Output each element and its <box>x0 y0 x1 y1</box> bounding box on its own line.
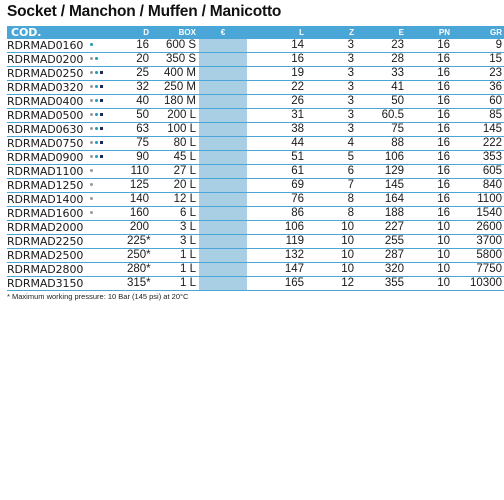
cell-pn: 16 <box>404 151 450 165</box>
cell-z: 10 <box>304 263 354 277</box>
cell-z: 4 <box>304 137 354 151</box>
cell-price <box>199 39 247 53</box>
cell-gr: 15 <box>450 53 504 67</box>
cell-gr: 7750 <box>450 263 504 277</box>
cell-code: RDRMAD0200 <box>7 53 86 67</box>
cell-price <box>199 95 247 109</box>
cell-e: 129 <box>354 165 404 179</box>
cell-pn: 16 <box>404 95 450 109</box>
cell-box: 350 S <box>149 53 199 67</box>
cell-gr: 9 <box>450 39 504 53</box>
cell-z: 10 <box>304 235 354 249</box>
cell-markers <box>86 109 127 123</box>
cell-code: RDRMAD2000 <box>7 221 86 235</box>
header-price: € <box>199 26 247 39</box>
cell-l: 22 <box>247 81 304 95</box>
cell-pn: 16 <box>404 207 450 221</box>
square-marker-icon <box>100 85 103 88</box>
cell-box: 6 L <box>149 207 199 221</box>
cell-code: RDRMAD0320 <box>7 81 86 95</box>
dot-marker-icon <box>90 71 93 74</box>
cell-markers <box>86 137 127 151</box>
dot-marker-icon <box>90 43 93 46</box>
cell-l: 44 <box>247 137 304 151</box>
cell-e: 287 <box>354 249 404 263</box>
cell-pn: 10 <box>404 235 450 249</box>
cell-z: 3 <box>304 109 354 123</box>
cell-markers <box>86 39 127 53</box>
cell-l: 106 <box>247 221 304 235</box>
table-body <box>7 39 504 291</box>
cell-e: 88 <box>354 137 404 151</box>
table-row <box>7 263 504 277</box>
cell-d: 280* <box>127 263 151 275</box>
header-d: D <box>127 26 149 39</box>
cell-pn: 16 <box>404 137 450 151</box>
cell-box: 80 L <box>149 137 199 151</box>
cell-code: RDRMAD3150 <box>7 277 86 291</box>
cell-markers <box>86 95 127 109</box>
table-row <box>7 67 504 81</box>
header-code: COD. <box>7 26 86 39</box>
cell-d: 75 <box>127 137 149 151</box>
cell-pn: 16 <box>404 179 450 193</box>
cell-box: 400 M <box>149 67 199 81</box>
cell-z: 3 <box>304 53 354 67</box>
header-markers <box>86 26 127 39</box>
cell-code: RDRMAD1100 <box>7 165 86 179</box>
cell-e: 227 <box>354 221 404 235</box>
cell-box: 3 L <box>149 221 199 235</box>
cell-price <box>199 67 247 81</box>
table-row <box>7 151 504 165</box>
cell-d: 40 <box>127 95 149 109</box>
table-row <box>7 109 504 123</box>
square-marker-icon <box>100 99 103 102</box>
cell-price <box>199 179 247 193</box>
cell-l: 51 <box>247 151 304 165</box>
cell-gr: 840 <box>450 179 504 193</box>
table-row <box>7 179 504 193</box>
dot-marker-icon <box>95 141 98 144</box>
cell-gr: 23 <box>450 67 504 81</box>
cell-box: 45 L <box>149 151 199 165</box>
cell-markers <box>86 193 127 207</box>
cell-markers <box>86 207 127 221</box>
cell-pn: 16 <box>404 81 450 95</box>
cell-pn: 10 <box>404 249 450 263</box>
cell-d: 160 <box>127 207 149 221</box>
cell-e: 145 <box>354 179 404 193</box>
cell-z: 5 <box>304 151 354 165</box>
cell-price <box>199 277 247 291</box>
page-title: Socket / Manchon / Muffen / Manicotto <box>7 3 282 20</box>
cell-z: 12 <box>304 277 354 291</box>
cell-l: 165 <box>247 277 304 291</box>
cell-pn: 10 <box>404 277 450 291</box>
cell-d: 140 <box>127 193 149 207</box>
cell-d: 25 <box>127 67 149 81</box>
dot-marker-icon <box>90 211 93 214</box>
cell-markers <box>86 277 127 291</box>
header-gr: GR <box>450 26 504 39</box>
cell-e: 23 <box>354 39 404 53</box>
cell-code: RDRMAD0900 <box>7 151 86 165</box>
cell-gr: 1540 <box>450 207 504 221</box>
cell-z: 3 <box>304 39 354 53</box>
cell-d: 90 <box>127 151 149 165</box>
dot-marker-icon <box>90 127 93 130</box>
cell-gr: 10300 <box>450 277 504 291</box>
square-marker-icon <box>100 127 103 130</box>
dot-marker-icon <box>90 85 93 88</box>
cell-e: 75 <box>354 123 404 137</box>
dot-marker-icon <box>90 99 93 102</box>
cell-code: RDRMAD0160 <box>7 39 86 53</box>
cell-price <box>199 123 247 137</box>
cell-gr: 5800 <box>450 249 504 263</box>
header-e: E <box>354 26 404 39</box>
cell-e: 164 <box>354 193 404 207</box>
cell-gr: 605 <box>450 165 504 179</box>
cell-e: 106 <box>354 151 404 165</box>
square-marker-icon <box>100 155 103 158</box>
cell-price <box>199 263 247 277</box>
cell-pn: 16 <box>404 165 450 179</box>
cell-d: 200 <box>127 221 149 235</box>
cell-code: RDRMAD0630 <box>7 123 86 137</box>
cell-price <box>199 151 247 165</box>
square-marker-icon <box>100 113 103 116</box>
cell-d: 16 <box>127 39 149 53</box>
dot-marker-icon <box>90 113 93 116</box>
dot-marker-icon <box>95 113 98 116</box>
cell-markers <box>86 151 127 165</box>
cell-price <box>199 165 247 179</box>
cell-markers <box>86 235 127 249</box>
cell-markers <box>86 81 127 95</box>
cell-z: 8 <box>304 207 354 221</box>
square-marker-icon <box>100 141 103 144</box>
cell-gr: 60 <box>450 95 504 109</box>
cell-markers <box>86 263 127 277</box>
cell-price <box>199 53 247 67</box>
table-row <box>7 193 504 207</box>
table-row <box>7 235 504 249</box>
cell-l: 38 <box>247 123 304 137</box>
dot-marker-icon <box>90 57 93 60</box>
cell-code: RDRMAD1250 <box>7 179 86 193</box>
cell-d: 125 <box>127 179 149 193</box>
dot-marker-icon <box>90 141 93 144</box>
cell-gr: 145 <box>450 123 504 137</box>
table-row <box>7 123 504 137</box>
cell-pn: 16 <box>404 67 450 81</box>
cell-z: 8 <box>304 193 354 207</box>
cell-l: 31 <box>247 109 304 123</box>
cell-box: 600 S <box>149 39 199 53</box>
footnote: * Maximum working pressure: 10 Bar (145 psi) at 20°C <box>7 292 189 301</box>
cell-code: RDRMAD2800 <box>7 263 86 277</box>
cell-markers <box>86 179 127 193</box>
cell-box: 200 L <box>149 109 199 123</box>
cell-box: 20 L <box>149 179 199 193</box>
cell-box: 27 L <box>149 165 199 179</box>
cell-gr: 222 <box>450 137 504 151</box>
cell-price <box>199 207 247 221</box>
dot-marker-icon <box>90 169 93 172</box>
cell-box: 180 M <box>149 95 199 109</box>
cell-d: 20 <box>127 53 149 67</box>
dot-marker-icon <box>95 71 98 74</box>
cell-z: 3 <box>304 123 354 137</box>
cell-box: 1 L <box>149 263 199 277</box>
cell-price <box>199 193 247 207</box>
cell-gr: 3700 <box>450 235 504 249</box>
cell-box: 1 L <box>149 277 199 291</box>
cell-code: RDRMAD0250 <box>7 67 86 81</box>
header-box: BOX <box>149 26 199 39</box>
cell-gr: 1100 <box>450 193 504 207</box>
cell-l: 147 <box>247 263 304 277</box>
cell-code: RDRMAD0500 <box>7 109 86 123</box>
cell-d: 32 <box>127 81 149 95</box>
cell-price <box>199 81 247 95</box>
table-row <box>7 81 504 95</box>
spec-table <box>7 26 504 291</box>
cell-code: RDRMAD1600 <box>7 207 86 221</box>
cell-d: 63 <box>127 123 149 137</box>
cell-z: 3 <box>304 67 354 81</box>
cell-l: 86 <box>247 207 304 221</box>
cell-e: 50 <box>354 95 404 109</box>
cell-pn: 16 <box>404 123 450 137</box>
cell-e: 28 <box>354 53 404 67</box>
dot-marker-icon <box>90 197 93 200</box>
header-pn: PN <box>404 26 450 39</box>
cell-l: 76 <box>247 193 304 207</box>
cell-z: 7 <box>304 179 354 193</box>
cell-gr: 85 <box>450 109 504 123</box>
dot-marker-icon <box>95 155 98 158</box>
dot-marker-icon <box>95 57 98 60</box>
cell-gr: 2600 <box>450 221 504 235</box>
cell-d: 315* <box>127 277 151 289</box>
dot-marker-icon <box>95 85 98 88</box>
dot-marker-icon <box>95 127 98 130</box>
cell-code: RDRMAD2250 <box>7 235 86 249</box>
square-marker-icon <box>100 71 103 74</box>
cell-gr: 353 <box>450 151 504 165</box>
dot-marker-icon <box>90 183 93 186</box>
cell-e: 33 <box>354 67 404 81</box>
cell-price <box>199 137 247 151</box>
header-z: Z <box>304 26 354 39</box>
cell-box: 1 L <box>149 249 199 263</box>
cell-price <box>199 221 247 235</box>
cell-code: RDRMAD1400 <box>7 193 86 207</box>
cell-l: 119 <box>247 235 304 249</box>
cell-d: 110 <box>127 165 149 179</box>
table-row <box>7 95 504 109</box>
cell-markers <box>86 53 127 67</box>
cell-pn: 10 <box>404 263 450 277</box>
cell-pn: 16 <box>404 109 450 123</box>
cell-l: 14 <box>247 39 304 53</box>
cell-code: RDRMAD0400 <box>7 95 86 109</box>
table-row <box>7 39 504 53</box>
cell-z: 3 <box>304 95 354 109</box>
cell-gr: 36 <box>450 81 504 95</box>
cell-l: 26 <box>247 95 304 109</box>
cell-box: 12 L <box>149 193 199 207</box>
cell-box: 100 L <box>149 123 199 137</box>
table-row <box>7 207 504 221</box>
cell-pn: 16 <box>404 39 450 53</box>
cell-z: 10 <box>304 249 354 263</box>
cell-markers <box>86 221 127 235</box>
cell-e: 255 <box>354 235 404 249</box>
cell-d: 250* <box>127 249 151 261</box>
cell-price <box>199 249 247 263</box>
cell-code: RDRMAD0750 <box>7 137 86 151</box>
cell-pn: 16 <box>404 53 450 67</box>
header-l: L <box>247 26 304 39</box>
cell-markers <box>86 67 127 81</box>
cell-e: 60.5 <box>354 109 404 123</box>
table-header <box>7 26 504 39</box>
dot-marker-icon <box>90 155 93 158</box>
cell-z: 3 <box>304 81 354 95</box>
cell-e: 355 <box>354 277 404 291</box>
cell-z: 10 <box>304 221 354 235</box>
cell-l: 69 <box>247 179 304 193</box>
cell-markers <box>86 123 127 137</box>
cell-box: 250 M <box>149 81 199 95</box>
table-row <box>7 53 504 67</box>
cell-z: 6 <box>304 165 354 179</box>
cell-l: 16 <box>247 53 304 67</box>
cell-l: 132 <box>247 249 304 263</box>
cell-markers <box>86 249 127 263</box>
table-row <box>7 137 504 151</box>
cell-d: 225* <box>127 235 151 247</box>
cell-pn: 10 <box>404 221 450 235</box>
cell-e: 41 <box>354 81 404 95</box>
cell-price <box>199 235 247 249</box>
dot-marker-icon <box>95 99 98 102</box>
table-row <box>7 249 504 263</box>
cell-price <box>199 109 247 123</box>
cell-code: RDRMAD2500 <box>7 249 86 263</box>
table-row <box>7 221 504 235</box>
cell-e: 188 <box>354 207 404 221</box>
table-row <box>7 165 504 179</box>
cell-markers <box>86 165 127 179</box>
cell-box: 3 L <box>149 235 199 249</box>
cell-l: 61 <box>247 165 304 179</box>
cell-pn: 16 <box>404 193 450 207</box>
cell-l: 19 <box>247 67 304 81</box>
cell-d: 50 <box>127 109 149 123</box>
cell-e: 320 <box>354 263 404 277</box>
table-row <box>7 277 504 291</box>
